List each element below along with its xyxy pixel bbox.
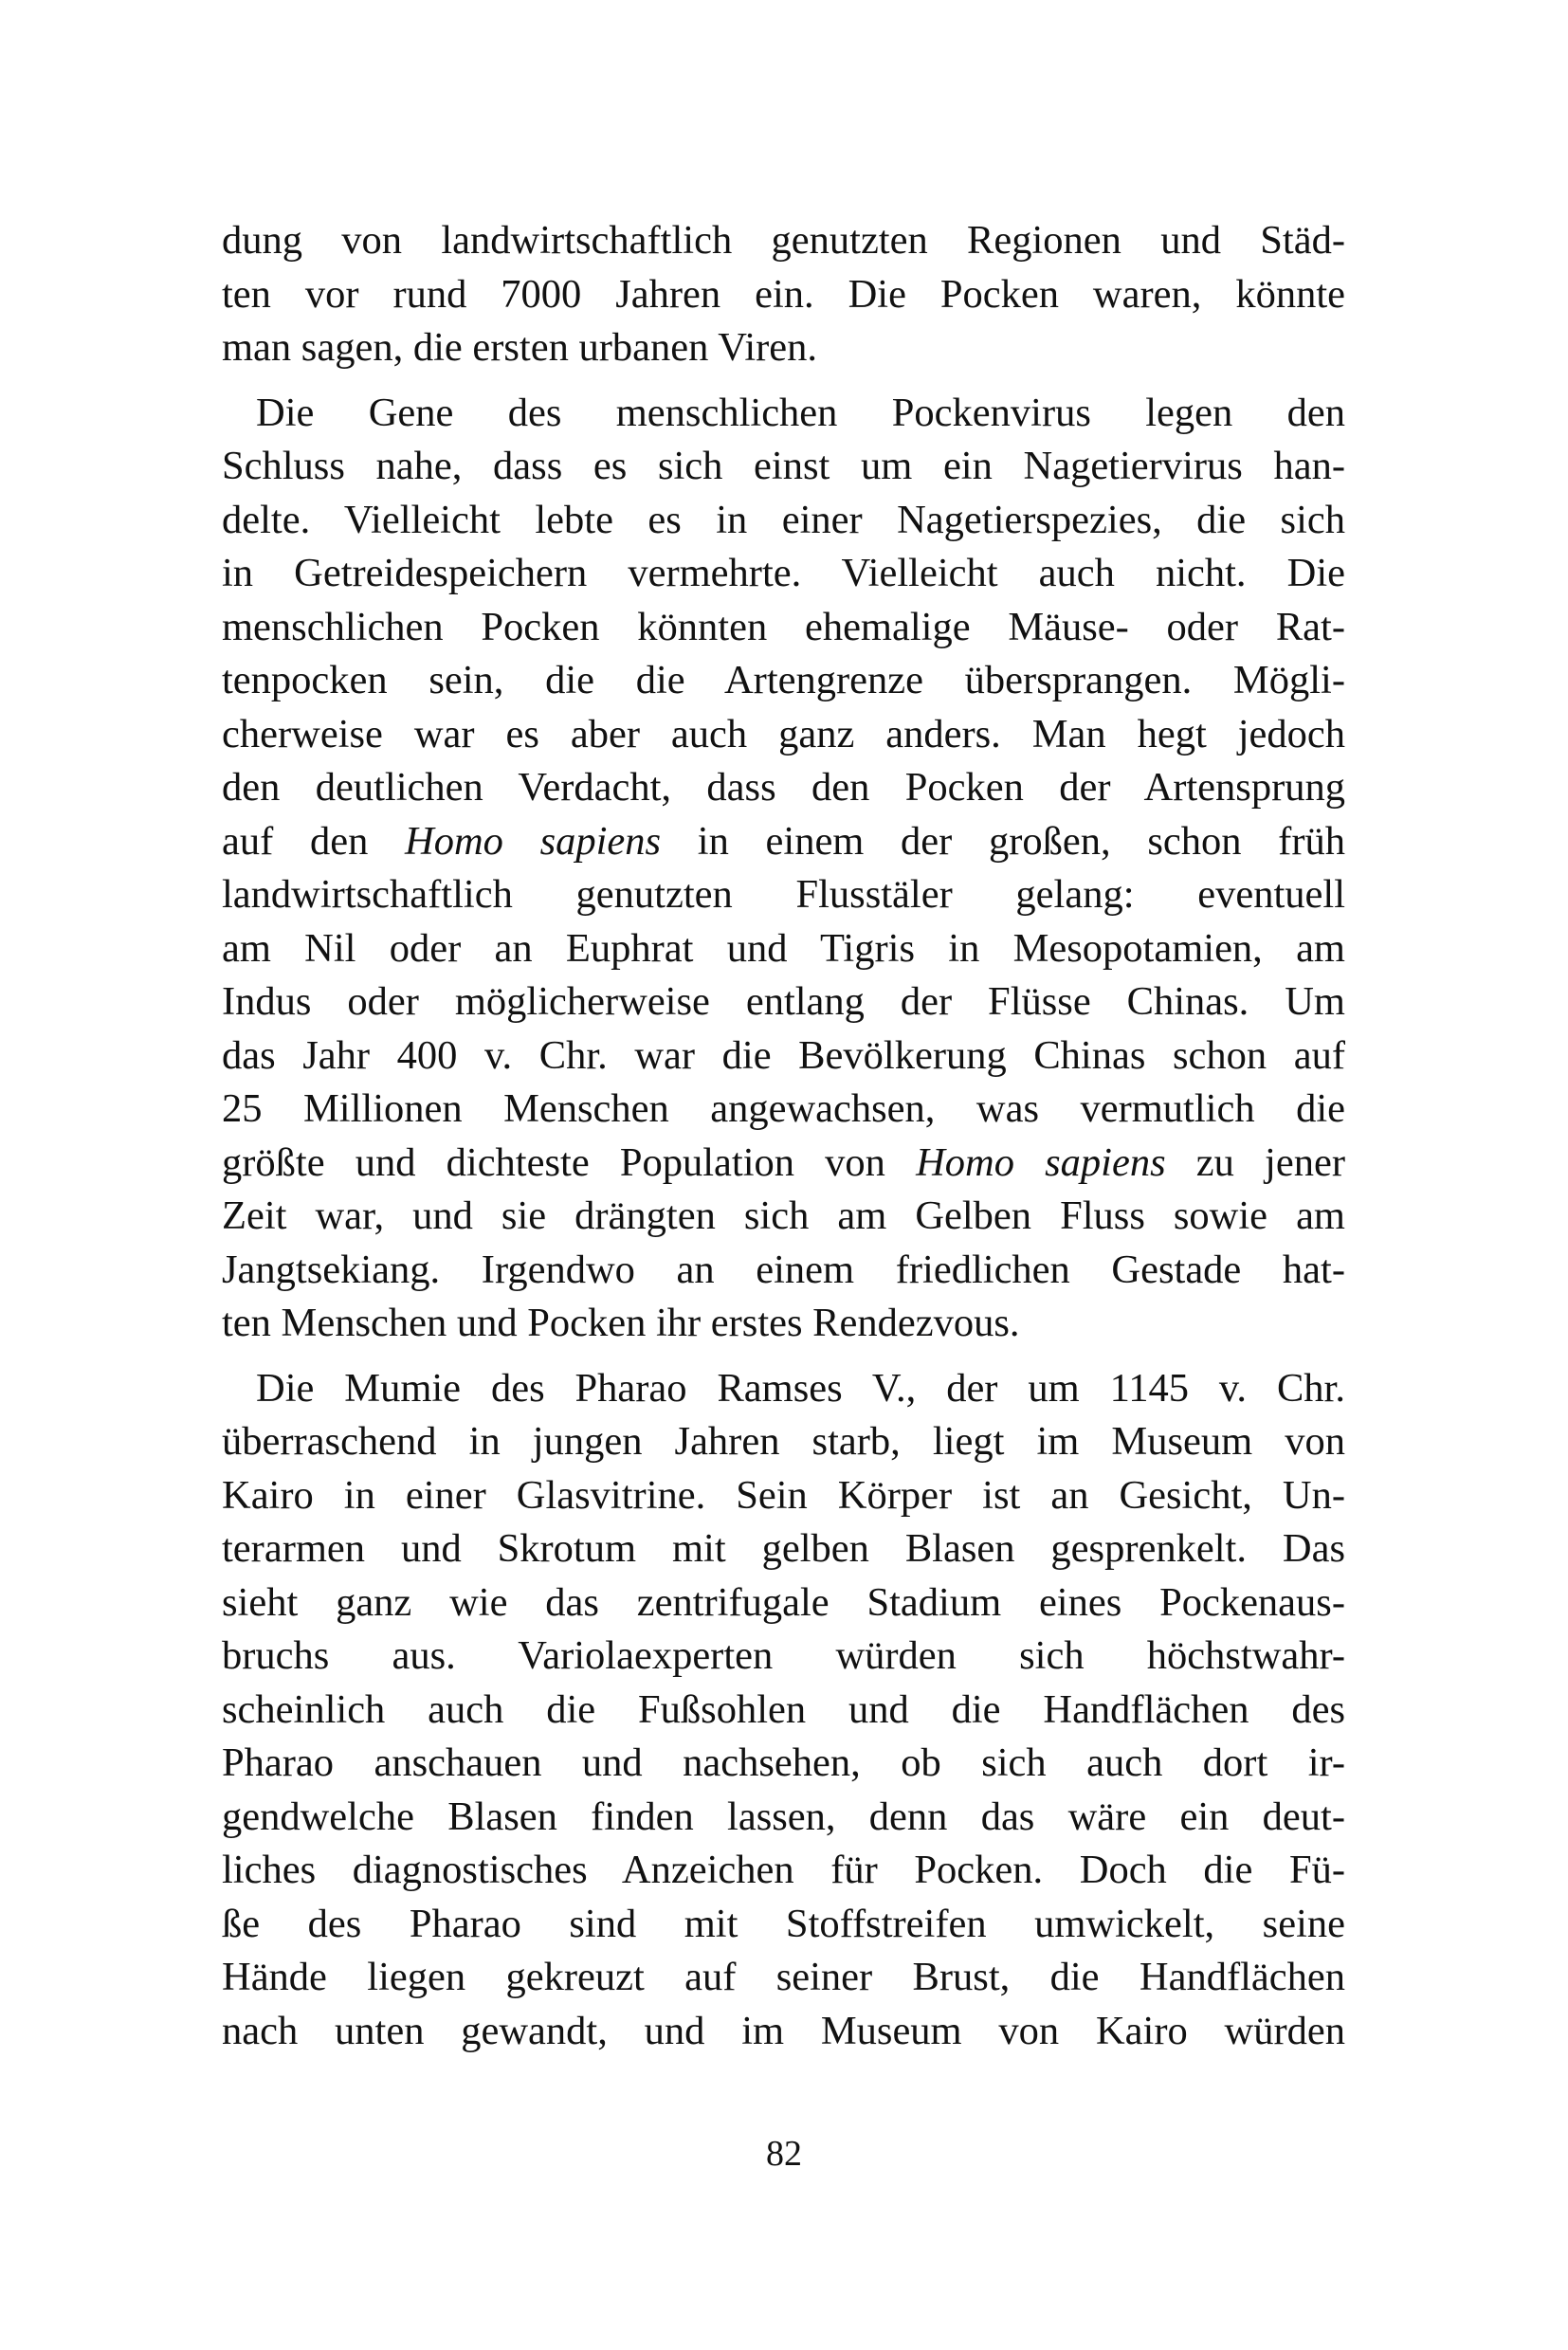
text-line: Die Gene des menschlichen Pockenvirus legen den [256,390,1345,435]
paragraph-1 [222,214,1345,375]
text-line: landwirtschaftlich genutzten Flusstäler gelang: eventuell [222,872,1345,917]
text-line: Jangtsekiang. Irgendwo an einem friedlichen Gestade hat- [222,1247,1345,1292]
italic-term: Homo sapiens [405,818,662,864]
paragraph-2 [222,387,1345,1351]
text-segment: auf den [222,818,406,864]
text-line: nach unten gewandt, und im Museum von Kairo würden [222,2008,1345,2053]
text-line: scheinlich auch die Fußsohlen und die Handflächen des [222,1686,1345,1732]
text-line: Schluss nahe, dass es sich einst um ein Nagetiervirus han- [222,444,1345,488]
text-line: Kairo in einer Glasvitrine. Sein Körper ist an Gesicht, Un- [222,1472,1345,1518]
text-line: am Nil oder an Euphrat und Tigris in Mesopotamien, am [222,925,1345,971]
text-line: terarmen und Skrotum mit gelben Blasen gesprenkelt. Das [222,1526,1345,1571]
text-line: 25 Millionen Menschen angewachsen, was vermutlich die [222,1086,1345,1131]
text-line: menschlichen Pocken könnten ehemalige Mäuse- oder Rat- [222,604,1345,649]
text-line-with-italic [222,815,1345,869]
text-line: das Jahr 400 v. Chr. war die Bevölkerung Chinas schon auf [222,1032,1345,1078]
text-line: überraschend in jungen Jahren starb, liegt im Museum von [222,1419,1345,1464]
text-line: ße des Pharao sind mit Stoffstreifen umwickelt, seine [222,1901,1345,1946]
text-line: delte. Vielleicht lebte es in einer Nagetierspezies, die sich [222,497,1345,542]
text-line: Indus oder möglicherweise entlang der Flüsse Chinas. Um [222,979,1345,1024]
text-line: den deutlichen Verdacht, dass den Pocken der Artensprung [222,765,1345,810]
text-line: in Getreidespeichern vermehrte. Vielleicht auch nicht. Die [222,551,1345,595]
text-line: dung von landwirtschaftlich genutzten Regionen und Städ- [222,218,1345,263]
paragraph-3 [222,1362,1345,2059]
italic-term: Homo sapiens [916,1139,1166,1185]
page-number: 82 [766,2134,802,2174]
text-line: Die Mumie des Pharao Ramses V., der um 1145 v. Chr. [256,1365,1345,1411]
text-line: ten Menschen und Pocken ihr erstes Rendezvous. [222,1301,1020,1345]
text-line-with-italic [222,1137,1345,1191]
text-segment: größte und dichteste Population von [222,1139,917,1185]
text-line: bruchs aus. Variolaexperten würden sich höchstwahr- [222,1633,1345,1678]
text-line: tenpocken sein, die die Artengrenze übersprangen. Mögli- [222,658,1345,702]
text-line: Pharao anschauen und nachsehen, ob sich auch dort ir- [222,1740,1345,1785]
text-segment: zu jener [1165,1139,1345,1185]
text-line: man sagen, die ersten urbanen Viren. [222,325,818,370]
text-segment: in einem der großen, schon früh [661,818,1345,864]
body-text [222,214,1345,2058]
text-line: gendwelche Blasen finden lassen, denn das wäre ein deut- [222,1794,1345,1839]
text-line: sieht ganz wie das zentrifugale Stadium eines Pockenaus- [222,1579,1345,1625]
text-line: ten vor rund 7000 Jahren ein. Die Pocken waren, könnte [222,271,1345,317]
text-line: Hände liegen gekreuzt auf seiner Brust, die Handflächen [222,1955,1345,1999]
text-line: liches diagnostisches Anzeichen für Pocken. Doch die Fü- [222,1848,1345,1892]
text-line: cherweise war es aber auch ganz anders. Man hegt jedoch [222,711,1345,756]
text-line: Zeit war, und sie drängten sich am Gelben Fluss sowie am [222,1193,1345,1238]
